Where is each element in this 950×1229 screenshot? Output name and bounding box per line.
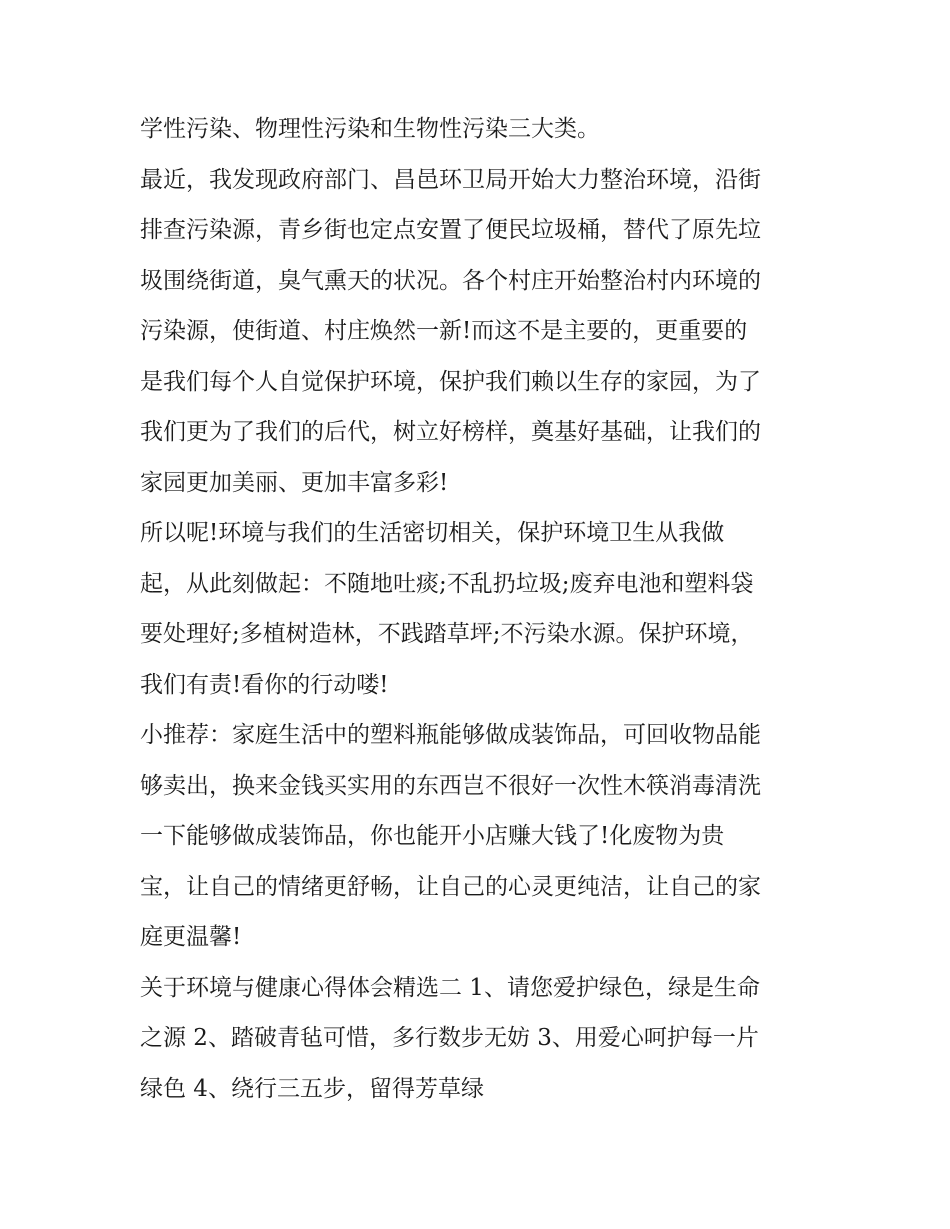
text-line: 所以呢!环境与我们的生活密切相关，保护环境卫生从我做 — [140, 520, 725, 546]
text-line: 绿色 4、绕行三五步，留得芳草绿 — [140, 1075, 484, 1102]
text-line: 圾围绕街道，臭气熏天的状况。各个村庄开始整治村内环境的 — [140, 267, 761, 294]
text-line: 起，从此刻做起：不随地吐痰;不乱扔垃圾;废弃电池和塑料袋 — [140, 570, 754, 597]
text-line: 一下能够做成装饰品，你也能开小店赚大钱了!化废物为贵 — [140, 823, 725, 849]
text-line: 学性污染、物理性污染和生物性污染三大类。 — [140, 116, 600, 142]
text-line: 我们有责!看你的行动喽! — [140, 671, 389, 698]
text-line: 之源 2、踏破青毡可惜，多行数步无妨 3、用爱心呵护每一片 — [140, 1025, 759, 1051]
text-line: 是我们每个人自觉保护环境，保护我们赖以生存的家园，为了 — [140, 368, 761, 395]
text-line: 庭更温馨! — [140, 924, 242, 950]
text-line: 污染源，使街道、村庄焕然一新!而这不是主要的，更重要的 — [140, 318, 748, 344]
document-body — [140, 104, 820, 1114]
text-line: 要处理好;多植树造林，不践踏草坪;不污染水源。保护环境， — [140, 621, 754, 647]
text-line: 宝，让自己的情绪更舒畅，让自己的心灵更纯洁，让自己的家 — [140, 873, 761, 900]
text-line: 最近，我发现政府部门、昌邑环卫局开始大力整治环境，沿街 — [140, 166, 761, 193]
text-line: 关于环境与健康心得体会精选二 1、请您爱护绿色，绿是生命 — [140, 974, 760, 1001]
text-line: 家园更加美丽、更加丰富多彩! — [140, 469, 449, 496]
text-line: 够卖出，换来金钱买实用的东西岂不很好一次性木筷消毒清洗 — [140, 772, 761, 799]
text-line: 我们更为了我们的后代，树立好榜样，奠基好基础，让我们的 — [140, 419, 761, 445]
text-line: 小推荐：家庭生活中的塑料瓶能够做成装饰品，可回收物品能 — [140, 722, 761, 748]
text-line: 排查污染源，青乡街也定点安置了便民垃圾桶，替代了原先垃 — [140, 217, 761, 243]
